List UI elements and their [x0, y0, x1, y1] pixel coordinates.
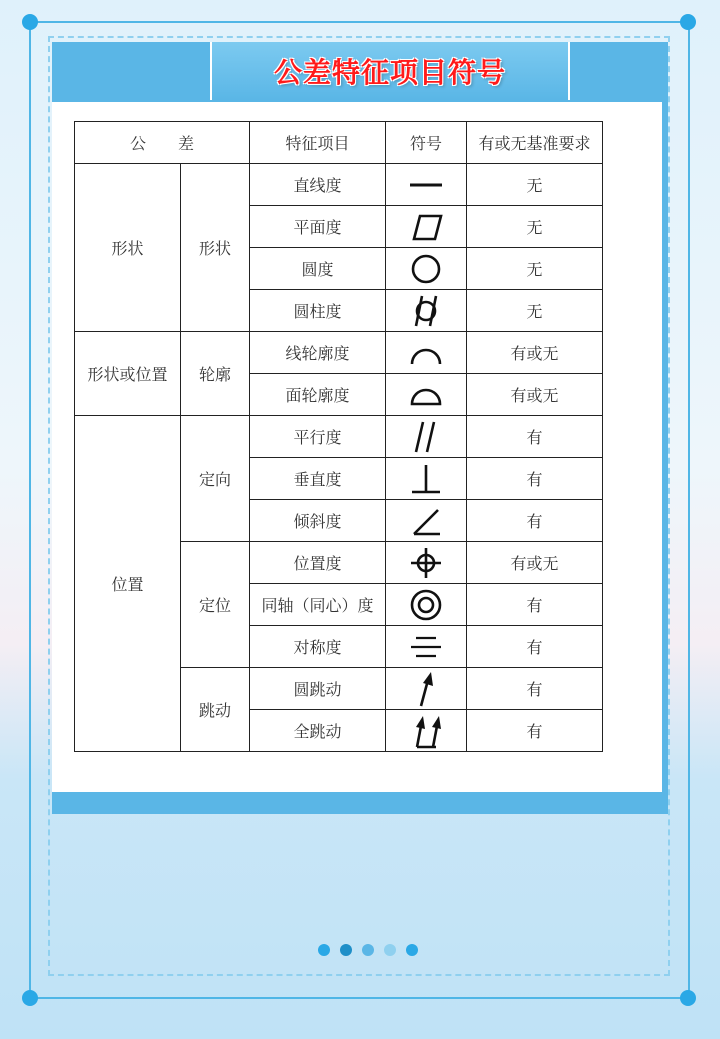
page-dot[interactable]	[340, 944, 352, 956]
cylindricity-icon	[406, 294, 446, 328]
page-dot[interactable]	[362, 944, 374, 956]
datum-cell: 有	[467, 584, 603, 626]
corner-dot-bottom-left	[22, 990, 38, 1006]
subgroup-location: 定位	[181, 542, 250, 668]
corner-dot-top-right	[680, 14, 696, 30]
frame-right-line	[688, 22, 690, 998]
feature-cell: 同轴（同心）度	[250, 584, 386, 626]
feature-cell: 对称度	[250, 626, 386, 668]
symbol-cell	[386, 164, 467, 206]
page-dot[interactable]	[384, 944, 396, 956]
datum-cell: 无	[467, 164, 603, 206]
group-shape-or-position: 形状或位置	[75, 332, 181, 416]
circularity-icon	[406, 252, 446, 286]
feature-cell: 位置度	[250, 542, 386, 584]
header-symbol: 符号	[386, 122, 467, 164]
symbol-cell	[386, 206, 467, 248]
pagination-dots	[318, 944, 418, 956]
symbol-cell	[386, 542, 467, 584]
symbol-cell	[386, 248, 467, 290]
line-profile-icon	[406, 338, 446, 368]
symbol-cell	[386, 626, 467, 668]
feature-cell: 圆度	[250, 248, 386, 290]
feature-cell: 倾斜度	[250, 500, 386, 542]
symbol-cell	[386, 290, 467, 332]
header-tolerance: 公 差	[75, 122, 250, 164]
feature-cell: 平行度	[250, 416, 386, 458]
feature-cell: 圆柱度	[250, 290, 386, 332]
flatness-icon	[406, 212, 446, 242]
datum-cell: 有	[467, 458, 603, 500]
symbol-cell	[386, 584, 467, 626]
symbol-cell	[386, 458, 467, 500]
page-title: 公差特征项目符号	[273, 56, 506, 89]
feature-cell: 圆跳动	[250, 668, 386, 710]
symbol-cell	[386, 374, 467, 416]
symbol-cell	[386, 332, 467, 374]
straightness-icon	[406, 170, 446, 200]
datum-cell: 有	[467, 710, 603, 752]
feature-cell: 直线度	[250, 164, 386, 206]
tolerance-table	[74, 121, 603, 752]
group-shape: 形状	[75, 164, 181, 332]
page-dot[interactable]	[318, 944, 330, 956]
total-runout-icon	[406, 712, 446, 750]
group-position: 位置	[75, 416, 181, 752]
symbol-cell	[386, 416, 467, 458]
position-icon	[406, 546, 446, 580]
frame-bottom-line	[30, 997, 690, 999]
feature-cell: 面轮廓度	[250, 374, 386, 416]
symbol-cell	[386, 500, 467, 542]
concentricity-icon	[406, 588, 446, 622]
table-row	[75, 164, 603, 206]
table-header-row	[75, 122, 603, 164]
page-dot[interactable]	[406, 944, 418, 956]
corner-dot-bottom-right	[680, 990, 696, 1006]
datum-cell: 有	[467, 416, 603, 458]
corner-dot-top-left	[22, 14, 38, 30]
perpendicularity-icon	[406, 462, 446, 496]
subgroup-orientation: 定向	[181, 416, 250, 542]
table-row	[75, 332, 603, 374]
datum-cell: 有	[467, 500, 603, 542]
datum-cell: 有	[467, 668, 603, 710]
angularity-icon	[406, 504, 446, 538]
symbol-cell	[386, 710, 467, 752]
header-datum: 有或无基准要求	[467, 122, 603, 164]
frame-top-line	[30, 21, 690, 23]
datum-cell: 有或无	[467, 332, 603, 374]
surface-profile-icon	[406, 380, 446, 410]
feature-cell: 全跳动	[250, 710, 386, 752]
feature-cell: 垂直度	[250, 458, 386, 500]
datum-cell: 有	[467, 626, 603, 668]
title-banner	[210, 42, 570, 100]
symbol-cell	[386, 668, 467, 710]
datum-cell: 有或无	[467, 542, 603, 584]
circular-runout-icon	[406, 670, 446, 708]
datum-cell: 无	[467, 290, 603, 332]
feature-cell: 线轮廓度	[250, 332, 386, 374]
subgroup-runout: 跳动	[181, 668, 250, 752]
parallelism-icon	[406, 420, 446, 454]
subgroup-profile: 轮廓	[181, 332, 250, 416]
symmetry-icon	[406, 630, 446, 664]
datum-cell: 无	[467, 206, 603, 248]
datum-cell: 有或无	[467, 374, 603, 416]
datum-cell: 无	[467, 248, 603, 290]
table-row	[75, 416, 603, 458]
frame-left-line	[29, 22, 31, 998]
header-feature: 特征项目	[250, 122, 386, 164]
subgroup-shape: 形状	[181, 164, 250, 332]
feature-cell: 平面度	[250, 206, 386, 248]
